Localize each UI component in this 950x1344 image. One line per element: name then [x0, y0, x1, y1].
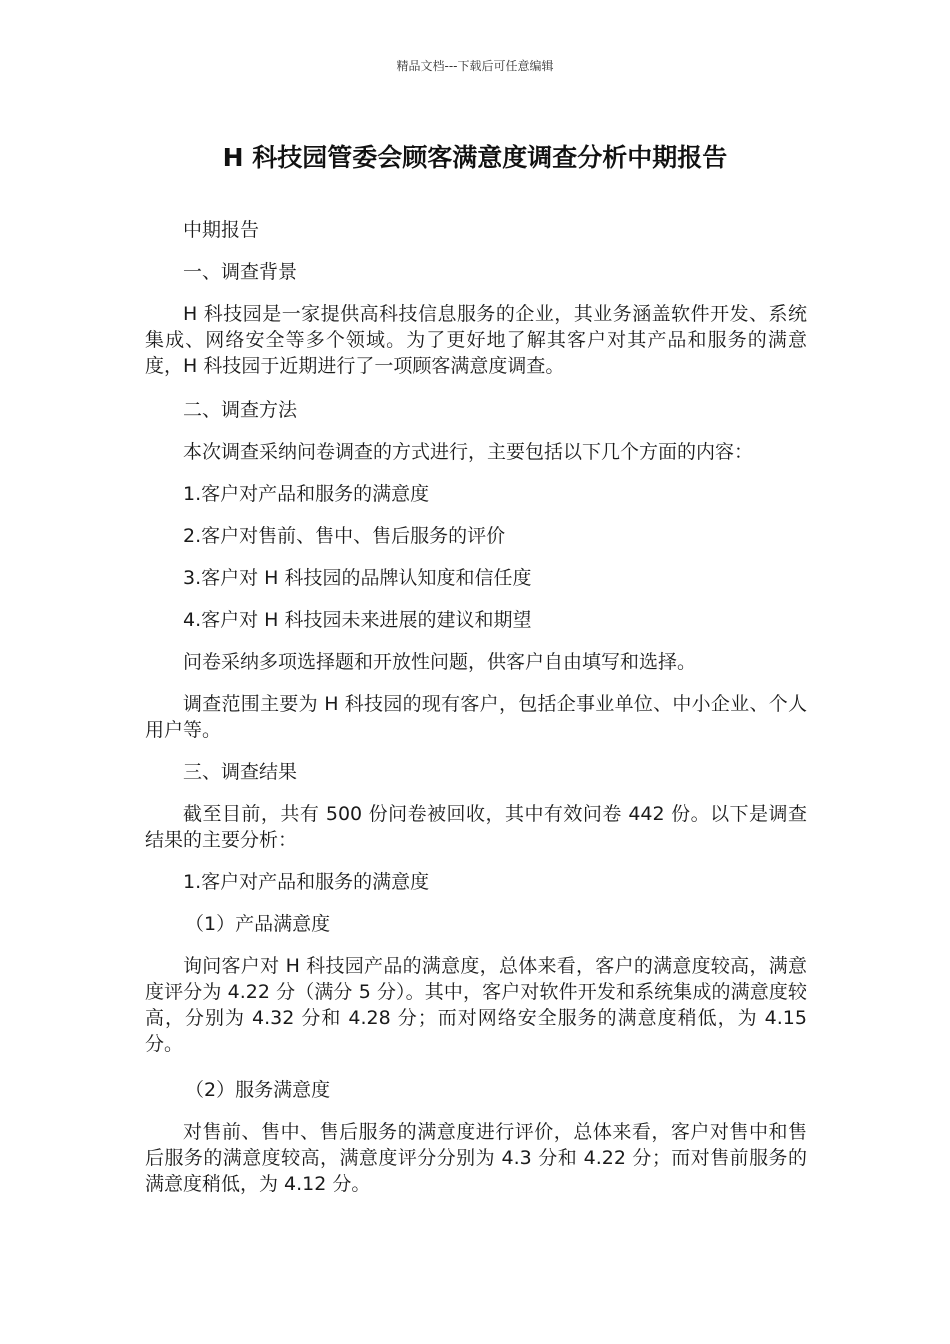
sub-heading: （2）服务满意度 — [185, 1079, 331, 1101]
paragraph-background — [145, 301, 807, 379]
paragraph: 询问客户对 H 科技园产品的满意度，总体来看，客户的满意度较高，满意度评分为 4.22 分（满分 5 分）。其中，客户对软件开发和系统集成的满意度较高，分别为 4.32 分和 4.28 分；而对网络安全服务的满意度稍低，为 4.15 分。 — [145, 955, 807, 1055]
paragraph: 对售前、售中、售后服务的满意度进行评价，总体来看，客户对售中和售后服务的满意度较高，满意度评分分别为 4.3 分和 4.22 分；而对售前服务的满意度稍低，为 4.12 分。 — [145, 1121, 807, 1195]
section-heading: 一、调查背景 — [183, 261, 298, 283]
list-item: 3.客户对 H 科技园的品牌认知度和信任度 — [183, 567, 532, 589]
paragraph-method-intro — [145, 439, 807, 465]
list-item-1 — [145, 481, 807, 507]
paragraph-product-heading — [145, 911, 807, 937]
list-item: 1.客户对产品和服务的满意度 — [183, 871, 430, 893]
paragraph-report-label — [145, 217, 807, 243]
paragraph: H 科技园是一家提供高科技信息服务的企业，其业务涵盖软件开发、系统集成、网络安全等多个领域。为了更好地了解其客户对其产品和服务的满意度，H 科技园于近期进行了一项顾客满意度调查。 — [145, 303, 807, 377]
paragraph-service-heading — [145, 1077, 807, 1103]
paragraph-service-satisfaction — [145, 1119, 807, 1197]
header-note: 精品文档---下载后可任意编辑 — [396, 59, 554, 73]
paragraph-results-item-1 — [145, 869, 807, 895]
paragraph-question-types — [145, 649, 807, 675]
paragraph: 本次调查采纳问卷调查的方式进行，主要包括以下几个方面的内容： — [183, 441, 754, 463]
section-heading: 二、调查方法 — [183, 399, 298, 421]
paragraph: 截至目前，共有 500 份问卷被回收，其中有效问卷 442 份。以下是调查结果的主要分析： — [145, 803, 807, 851]
document-title: H 科技园管委会顾客满意度调查分析中期报告 — [222, 143, 728, 172]
paragraph: 问卷采纳多项选择题和开放性问题，供客户自由填写和选择。 — [183, 651, 697, 673]
paragraph: 中期报告 — [183, 219, 260, 241]
paragraph-section-2-heading — [145, 397, 807, 423]
list-item-2 — [145, 523, 807, 549]
list-item-3 — [145, 565, 807, 591]
section-heading: 三、调查结果 — [183, 761, 298, 783]
list-item: 1.客户对产品和服务的满意度 — [183, 483, 430, 505]
paragraph-results-intro — [145, 801, 807, 853]
list-item: 2.客户对售前、售中、售后服务的评价 — [183, 525, 506, 547]
list-item-4 — [145, 607, 807, 633]
paragraph-product-satisfaction — [145, 953, 807, 1057]
sub-heading: （1）产品满意度 — [185, 913, 331, 935]
paragraph-scope — [145, 691, 807, 743]
paragraph-section-1-heading — [145, 259, 807, 285]
paragraph-section-3-heading — [145, 759, 807, 785]
paragraph: 调查范围主要为 H 科技园的现有客户，包括企事业单位、中小企业、个人用户等。 — [145, 693, 807, 741]
list-item: 4.客户对 H 科技园未来进展的建议和期望 — [183, 609, 532, 631]
